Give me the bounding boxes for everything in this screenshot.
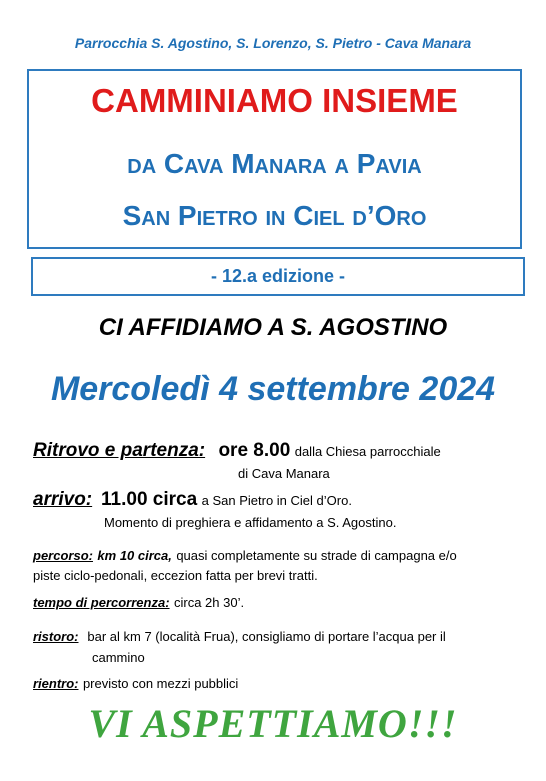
edition-label: - 12.a edizione - — [210, 266, 346, 286]
rientro-label: rientro: — [33, 676, 79, 691]
closing-message: VI ASPETTIAMO!!! — [88, 701, 458, 746]
arrivo-place: a San Pietro in Ciel d’Oro. — [201, 493, 352, 508]
arrivo-note: Momento di preghiera e affidamento a S. Agostino. — [104, 515, 397, 530]
ritrovo-place-cont: di Cava Manara — [238, 466, 330, 481]
rientro-row — [33, 675, 238, 693]
ristoro-text: bar al km 7 (località Frua), consigliamo di portare l’acqua per il — [87, 629, 446, 644]
title-destination: San Pietro in Ciel d’Oro — [122, 200, 427, 231]
tempo-text: circa 2h 30’. — [173, 595, 245, 610]
ritrovo-row — [33, 440, 441, 462]
parish-header: Parrocchia S. Agostino, S. Lorenzo, S. Pietro - Cava Manara — [74, 35, 472, 51]
percorso-text: quasi completamente su strade di campagna e/o — [176, 548, 457, 563]
title-route: da Cava Manara a Pavia — [127, 148, 422, 179]
ristoro-text-cont: cammino — [92, 650, 145, 665]
ristoro-row — [33, 628, 446, 646]
main-title: CAMMINIAMO INSIEME — [91, 82, 458, 119]
rientro-text: previsto con mezzi pubblici — [82, 676, 239, 691]
arrivo-row — [33, 489, 352, 511]
ritrovo-place: dalla Chiesa parrocchiale — [294, 444, 441, 459]
ristoro-label: ristoro: — [33, 629, 79, 644]
arrivo-label: arrivo: — [33, 489, 93, 510]
percorso-label: percorso: — [33, 548, 93, 563]
event-date: Mercoledì 4 settembre 2024 — [50, 370, 496, 408]
ritrovo-label: Ritrovo e partenza: — [33, 440, 206, 461]
arrivo-time: 11.00 circa — [101, 489, 198, 510]
percorso-value: km 10 circa, — [97, 548, 172, 563]
ritrovo-time: ore 8.00 — [218, 440, 291, 461]
tempo-row — [33, 594, 244, 612]
tagline: CI AFFIDIAMO A S. AGOSTINO — [98, 314, 448, 341]
percorso-row — [33, 547, 457, 565]
tempo-label: tempo di percorrenza: — [33, 595, 170, 610]
percorso-text-cont: piste ciclo-pedonali, eccezion fatta per brevi tratti. — [33, 568, 318, 583]
